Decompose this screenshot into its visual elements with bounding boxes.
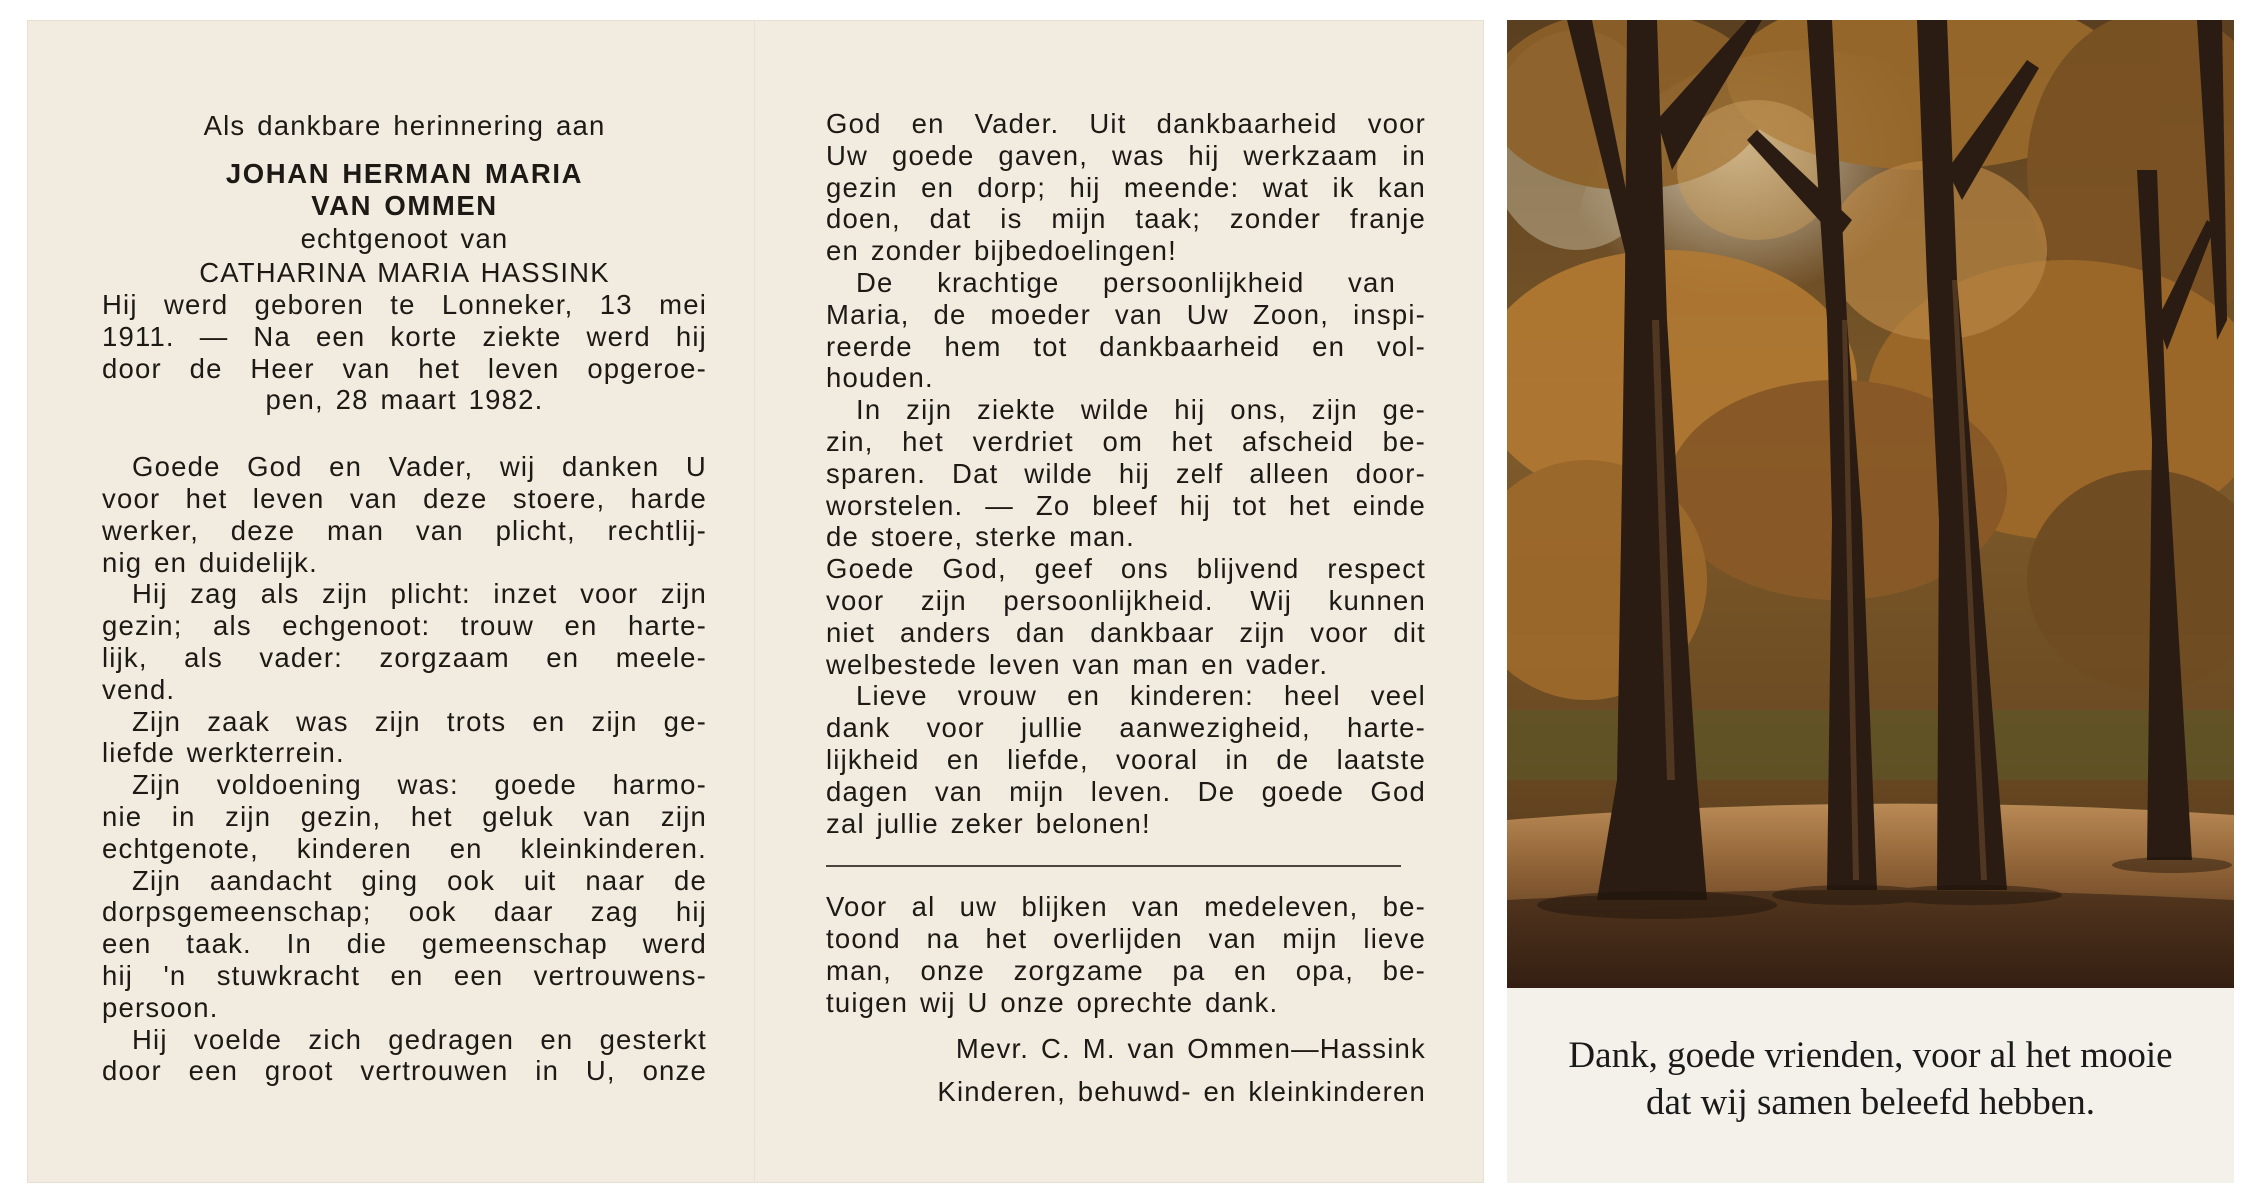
body-line: werker, deze man van plicht, rechtlij- bbox=[102, 514, 707, 546]
right-page bbox=[826, 108, 1426, 1108]
autumn-forest-photo bbox=[1507, 20, 2234, 988]
body-line: voor het leven van deze stoere, harde bbox=[102, 482, 707, 514]
spouse-label: echtgenoot van bbox=[300, 223, 509, 255]
body-line: persoon. bbox=[102, 991, 219, 1023]
body-line: Hij zag als zijn plicht: inzet voor zijn bbox=[132, 578, 707, 610]
body-line: Lieve vrouw en kinderen: heel veel bbox=[856, 680, 1426, 712]
spouse-name: CATHARINA MARIA HASSINK bbox=[199, 257, 610, 289]
body-line: sparen. Dat wilde hij zelf alleen door- bbox=[826, 457, 1426, 489]
body-line: gezin en dorp; hij meende: wat ik kan bbox=[826, 171, 1426, 203]
bio-line: pen, 28 maart 1982. bbox=[265, 384, 544, 416]
body-line: zal jullie zeker belonen! bbox=[826, 807, 1151, 839]
signature-line1: Mevr. C. M. van Ommen—Hassink bbox=[955, 1032, 1426, 1064]
body-line: In zijn ziekte wilde hij ons, zijn ge- bbox=[856, 394, 1426, 426]
body-line: nig en duidelijk. bbox=[102, 546, 318, 578]
body-line: Hij voelde zich gedragen en gesterkt bbox=[132, 1023, 707, 1055]
memorial-card bbox=[27, 20, 1484, 1183]
body-line: echtgenote, kinderen en kleinkinderen. bbox=[102, 832, 707, 864]
body-line: Maria, de moeder van Uw Zoon, inspi- bbox=[826, 298, 1426, 330]
body-line: nie in zijn gezin, het geluk van zijn bbox=[102, 800, 707, 832]
signature-line2: Kinderen, behuwd- en kleinkinderen bbox=[937, 1076, 1426, 1108]
photo-caption bbox=[1507, 1032, 2234, 1126]
body-line: liefde werkterrein. bbox=[102, 737, 345, 769]
body-line: Goede God, geef ons blijvend respect bbox=[826, 553, 1426, 585]
deceased-name-line1: JOHAN HERMAN MARIA bbox=[225, 157, 584, 189]
bio-line: door de Heer van het leven opgeroe- bbox=[102, 352, 707, 384]
body-line: Uw goede gaven, was hij werkzaam in bbox=[826, 139, 1426, 171]
thanks-line: man, onze zorgzame pa en opa, be- bbox=[826, 954, 1426, 986]
bio-line: Hij werd geboren te Lonneker, 13 mei bbox=[102, 288, 707, 320]
body-line: dank voor jullie aanwezigheid, harte- bbox=[826, 712, 1426, 744]
left-page bbox=[102, 110, 707, 1087]
body-line: gezin; als echgenoot: trouw en harte- bbox=[102, 610, 707, 642]
body-line: De krachtige persoonlijkheid van bbox=[856, 266, 1396, 298]
thanks-line: Voor al uw blijken van medeleven, be- bbox=[826, 891, 1426, 923]
body-line: Zijn zaak was zijn trots en zijn ge- bbox=[132, 705, 707, 737]
body-line: God en Vader. Uit dankbaarheid voor bbox=[826, 108, 1426, 139]
body-line: Zijn voldoening was: goede harmo- bbox=[132, 769, 707, 801]
intro-line: Als dankbare herinnering aan bbox=[203, 110, 606, 141]
body-line: worstelen. — Zo bleef hij tot het einde bbox=[826, 489, 1426, 521]
body-line: Zijn aandacht ging ook uit naar de bbox=[132, 864, 707, 896]
body-line: de stoere, sterke man. bbox=[826, 521, 1136, 553]
card-fold bbox=[754, 20, 756, 1183]
body-line: welbestede leven van man en vader. bbox=[826, 648, 1329, 680]
deceased-name-line2: VAN OMMEN bbox=[311, 189, 498, 221]
body-line: hij 'n stuwkracht en een vertrouwens- bbox=[102, 959, 707, 991]
photo-card bbox=[1507, 20, 2234, 1183]
thanks-line: toond na het overlijden van mijn lieve bbox=[826, 923, 1426, 955]
caption-line1: Dank, goede vrienden, voor al het mooie bbox=[1568, 1035, 2173, 1076]
body-line: reerde hem tot dankbaarheid en vol- bbox=[826, 330, 1426, 362]
divider-rule bbox=[826, 865, 1401, 867]
thanks-line: tuigen wij U onze oprechte dank. bbox=[826, 986, 1279, 1018]
body-line: niet anders dan dankbaar zijn voor dit bbox=[826, 616, 1426, 648]
body-line: lijk, als vader: zorgzaam en meele- bbox=[102, 641, 707, 673]
body-line: doen, dat is mijn taak; zonder franje bbox=[826, 203, 1426, 235]
body-line: door een groot vertrouwen in U, onze bbox=[102, 1055, 707, 1087]
body-line: vend. bbox=[102, 673, 176, 705]
bio-line: 1911. — Na een korte ziekte werd hij bbox=[102, 320, 707, 352]
body-line: houden. bbox=[826, 362, 934, 394]
body-line: zin, het verdriet om het afscheid be- bbox=[826, 425, 1426, 457]
body-line: dorpsgemeenschap; ook daar zag hij bbox=[102, 896, 707, 928]
body-line: en zonder bijbedoelingen! bbox=[826, 235, 1177, 267]
body-line: Goede God en Vader, wij danken U bbox=[132, 451, 707, 483]
body-line: dagen van mijn leven. De goede God bbox=[826, 775, 1426, 807]
body-line: voor zijn persoonlijkheid. Wij kunnen bbox=[826, 584, 1426, 616]
caption-line2: dat wij samen beleefd hebben. bbox=[1646, 1082, 2095, 1123]
body-line: lijkheid en liefde, vooral in de laatste bbox=[826, 743, 1426, 775]
body-line: een taak. In die gemeenschap werd bbox=[102, 928, 707, 960]
